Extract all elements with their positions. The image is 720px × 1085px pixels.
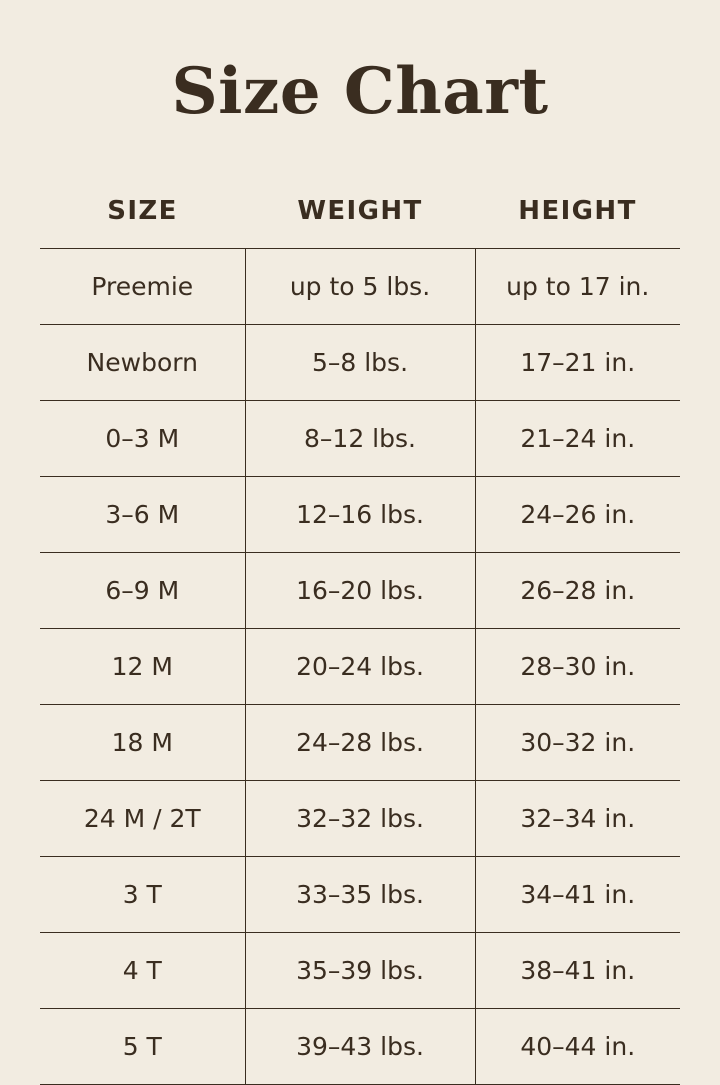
table-header [40, 188, 680, 249]
cell-size: 4 T [40, 933, 245, 1009]
column-header-size: SIZE [107, 196, 178, 226]
table-row [40, 781, 680, 857]
cell-weight: 5–8 lbs. [245, 325, 475, 401]
cell-weight: 16–20 lbs. [245, 553, 475, 629]
table-row [40, 553, 680, 629]
cell-size: Newborn [40, 325, 245, 401]
cell-weight: 20–24 lbs. [245, 629, 475, 705]
table-body [40, 249, 680, 1085]
cell-size: 12 M [40, 629, 245, 705]
cell-size: 0–3 M [40, 401, 245, 477]
table-row [40, 629, 680, 705]
cell-size: 18 M [40, 705, 245, 781]
table-row [40, 1009, 680, 1085]
table-header-row [40, 188, 680, 249]
cell-weight: 39–43 lbs. [245, 1009, 475, 1085]
table-row [40, 857, 680, 933]
table-row [40, 477, 680, 553]
column-header-weight: WEIGHT [297, 196, 423, 226]
table-row [40, 705, 680, 781]
cell-weight: 8–12 lbs. [245, 401, 475, 477]
cell-size: 24 M / 2T [40, 781, 245, 857]
cell-height: 28–30 in. [475, 629, 680, 705]
cell-height: 32–34 in. [475, 781, 680, 857]
cell-height: up to 17 in. [475, 249, 680, 325]
table-row [40, 325, 680, 401]
cell-weight: 33–35 lbs. [245, 857, 475, 933]
cell-height: 26–28 in. [475, 553, 680, 629]
cell-height: 30–32 in. [475, 705, 680, 781]
cell-weight: 32–32 lbs. [245, 781, 475, 857]
cell-height: 17–21 in. [475, 325, 680, 401]
cell-size: 6–9 M [40, 553, 245, 629]
cell-size: 3 T [40, 857, 245, 933]
cell-height: 21–24 in. [475, 401, 680, 477]
cell-size: 5 T [40, 1009, 245, 1085]
column-header-height: HEIGHT [518, 196, 637, 226]
size-chart-table [40, 188, 680, 1085]
cell-height: 40–44 in. [475, 1009, 680, 1085]
cell-weight: 35–39 lbs. [245, 933, 475, 1009]
table-row [40, 249, 680, 325]
cell-weight: 24–28 lbs. [245, 705, 475, 781]
table-row [40, 401, 680, 477]
cell-height: 34–41 in. [475, 857, 680, 933]
cell-weight: 12–16 lbs. [245, 477, 475, 553]
cell-height: 38–41 in. [475, 933, 680, 1009]
cell-weight: up to 5 lbs. [245, 249, 475, 325]
size-chart-table-container [40, 188, 680, 1085]
table-row [40, 933, 680, 1009]
cell-size: Preemie [40, 249, 245, 325]
cell-size: 3–6 M [40, 477, 245, 553]
page-title: Size Chart [171, 54, 549, 129]
cell-height: 24–26 in. [475, 477, 680, 553]
